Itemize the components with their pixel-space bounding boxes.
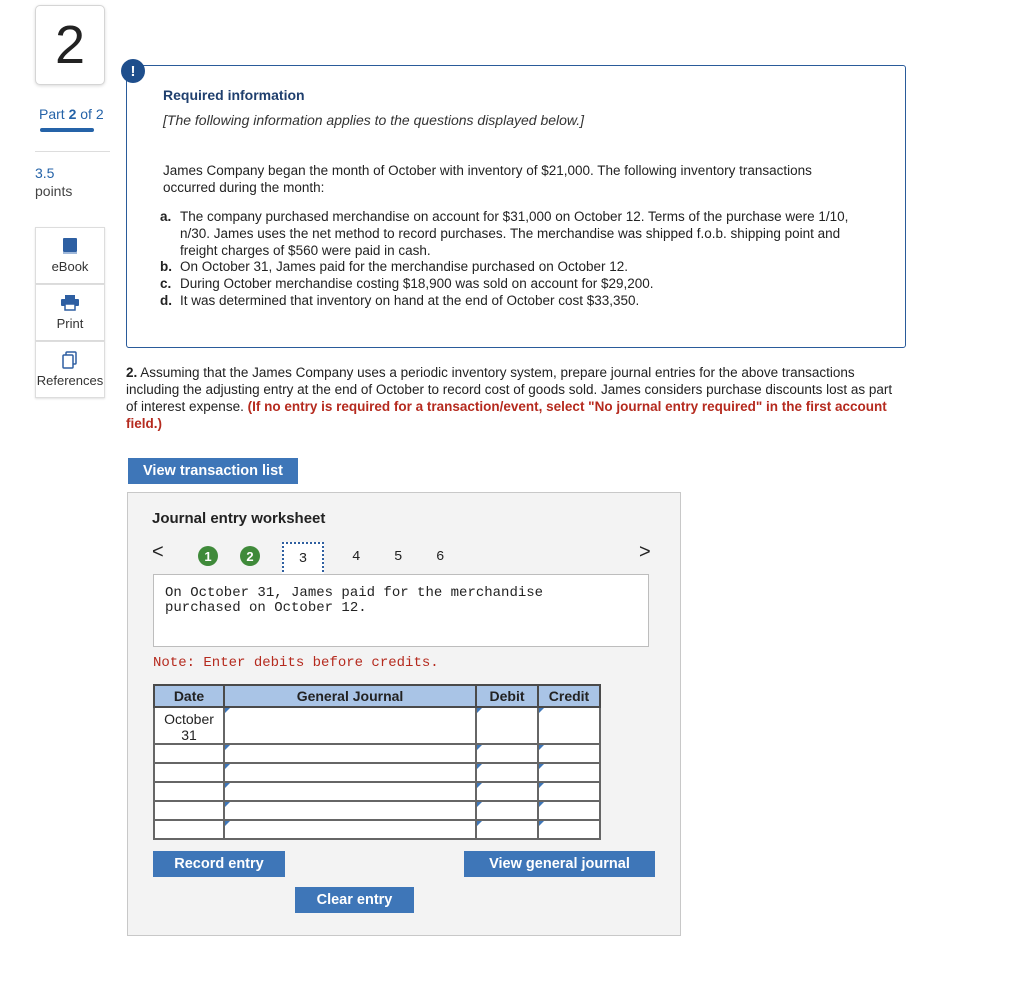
account-input[interactable] — [224, 744, 476, 763]
ebook-label: eBook — [51, 259, 89, 274]
part-current: 2 — [68, 106, 77, 122]
table-row — [154, 744, 600, 763]
date-cell — [154, 801, 224, 820]
worksheet-title: Journal entry worksheet — [152, 510, 326, 527]
table-header-row — [154, 685, 600, 707]
question-instruction: (If no entry is required for a transaction/event, select "No journal entry required" in the first account field.) — [126, 399, 887, 431]
printer-icon — [61, 294, 79, 312]
journal-table — [153, 684, 601, 840]
item-letter: c. — [160, 276, 172, 292]
date-cell — [154, 820, 224, 839]
item-letter: b. — [160, 259, 172, 275]
step-6[interactable]: 6 — [436, 549, 445, 565]
debit-input[interactable] — [476, 744, 538, 763]
view-general-journal-button[interactable]: View general journal — [464, 851, 655, 877]
debit-input[interactable] — [476, 801, 538, 820]
credit-input[interactable] — [538, 763, 600, 782]
credit-input[interactable] — [538, 744, 600, 763]
step-3-current[interactable]: 3 — [282, 542, 324, 576]
points-label: points — [35, 183, 73, 199]
part-progress-bar — [40, 128, 94, 132]
sidebar-divider — [35, 151, 110, 152]
info-intro: James Company began the month of October with inventory of $21,000. The following inventory transactions occurred during the month: — [163, 163, 812, 195]
part-total: 2 — [95, 106, 104, 122]
alert-icon: ! — [121, 59, 145, 83]
debit-input[interactable] — [476, 707, 538, 744]
account-input[interactable] — [224, 707, 476, 744]
part-of: of — [80, 106, 92, 122]
credit-input[interactable] — [538, 707, 600, 744]
item-text: On October 31, James paid for the merchandise purchased on October 12. — [180, 259, 628, 275]
table-row — [154, 820, 600, 839]
step-4[interactable]: 4 — [352, 549, 361, 565]
credit-input[interactable] — [538, 782, 600, 801]
step-5[interactable]: 5 — [394, 549, 403, 565]
date-cell — [154, 763, 224, 782]
general-journal-header: General Journal — [224, 685, 476, 707]
list-item — [160, 209, 860, 259]
debit-header: Debit — [476, 685, 538, 707]
date-header: Date — [154, 685, 224, 707]
date-month: October — [164, 711, 214, 727]
account-input[interactable] — [224, 801, 476, 820]
print-button[interactable] — [35, 284, 105, 341]
date-cell — [154, 782, 224, 801]
list-item — [160, 293, 860, 310]
next-arrow-icon[interactable]: > — [639, 541, 651, 563]
question-number: 2 — [35, 5, 105, 85]
required-info-subtitle: [The following information applies to the questions displayed below.] — [163, 112, 585, 128]
list-item — [160, 276, 860, 293]
document-copy-icon — [62, 351, 78, 369]
clear-entry-button[interactable]: Clear entry — [295, 887, 414, 913]
points-value: 3.5 — [35, 165, 55, 181]
credit-input[interactable] — [538, 820, 600, 839]
item-letter: d. — [160, 292, 172, 308]
book-icon — [62, 237, 78, 255]
account-input[interactable] — [224, 782, 476, 801]
table-row — [154, 707, 600, 744]
view-transaction-list-button[interactable]: View transaction list — [128, 458, 298, 484]
step-2-done[interactable]: 2 — [240, 546, 260, 566]
credit-header: Credit — [538, 685, 600, 707]
part-indicator — [39, 106, 104, 122]
item-text: During October merchandise costing $18,900 was sold on account for $29,200. — [180, 276, 654, 292]
table-row — [154, 763, 600, 782]
question-text — [126, 364, 906, 432]
item-letter: a. — [160, 209, 172, 224]
item-text: The company purchased merchandise on account for $31,000 on October 12. Terms of the purchase were 1/10, n/30. James uses the net method to record purchases. The merchandise was shipped f.o.b. shipping point and freight charges of $560 were paid in cash. — [180, 209, 849, 258]
table-row — [154, 801, 600, 820]
debit-input[interactable] — [476, 782, 538, 801]
debit-input[interactable] — [476, 763, 538, 782]
prev-arrow-icon[interactable]: < — [152, 541, 164, 563]
transaction-list — [160, 209, 860, 310]
transaction-description: On October 31, James paid for the merchandise purchased on October 12. — [165, 585, 544, 616]
list-item — [160, 259, 860, 276]
step-1-done[interactable]: 1 — [198, 546, 218, 566]
account-input[interactable] — [224, 820, 476, 839]
record-entry-button[interactable]: Record entry — [153, 851, 285, 877]
references-label: References — [36, 373, 104, 388]
date-day: 31 — [181, 727, 197, 743]
date-cell — [154, 744, 224, 763]
question-body: Assuming that the James Company uses a periodic inventory system, prepare journal entries for the above transactions including the adjusting entry at the end of October to record cost of goods sold. James considers purchase discounts lost as part of interest expense. — [126, 365, 893, 414]
item-text: It was determined that inventory on hand at the end of October cost $33,350. — [180, 292, 640, 308]
debits-note: Note: Enter debits before credits. — [153, 655, 439, 671]
account-input[interactable] — [224, 763, 476, 782]
debit-input[interactable] — [476, 820, 538, 839]
ebook-button[interactable] — [35, 227, 105, 284]
question-number-label: 2. — [126, 365, 138, 380]
table-row — [154, 782, 600, 801]
part-prefix: Part — [39, 106, 65, 122]
date-cell — [154, 707, 224, 744]
credit-input[interactable] — [538, 801, 600, 820]
references-button[interactable] — [35, 341, 105, 398]
required-info-title: Required information — [163, 87, 305, 103]
print-label: Print — [56, 316, 84, 331]
